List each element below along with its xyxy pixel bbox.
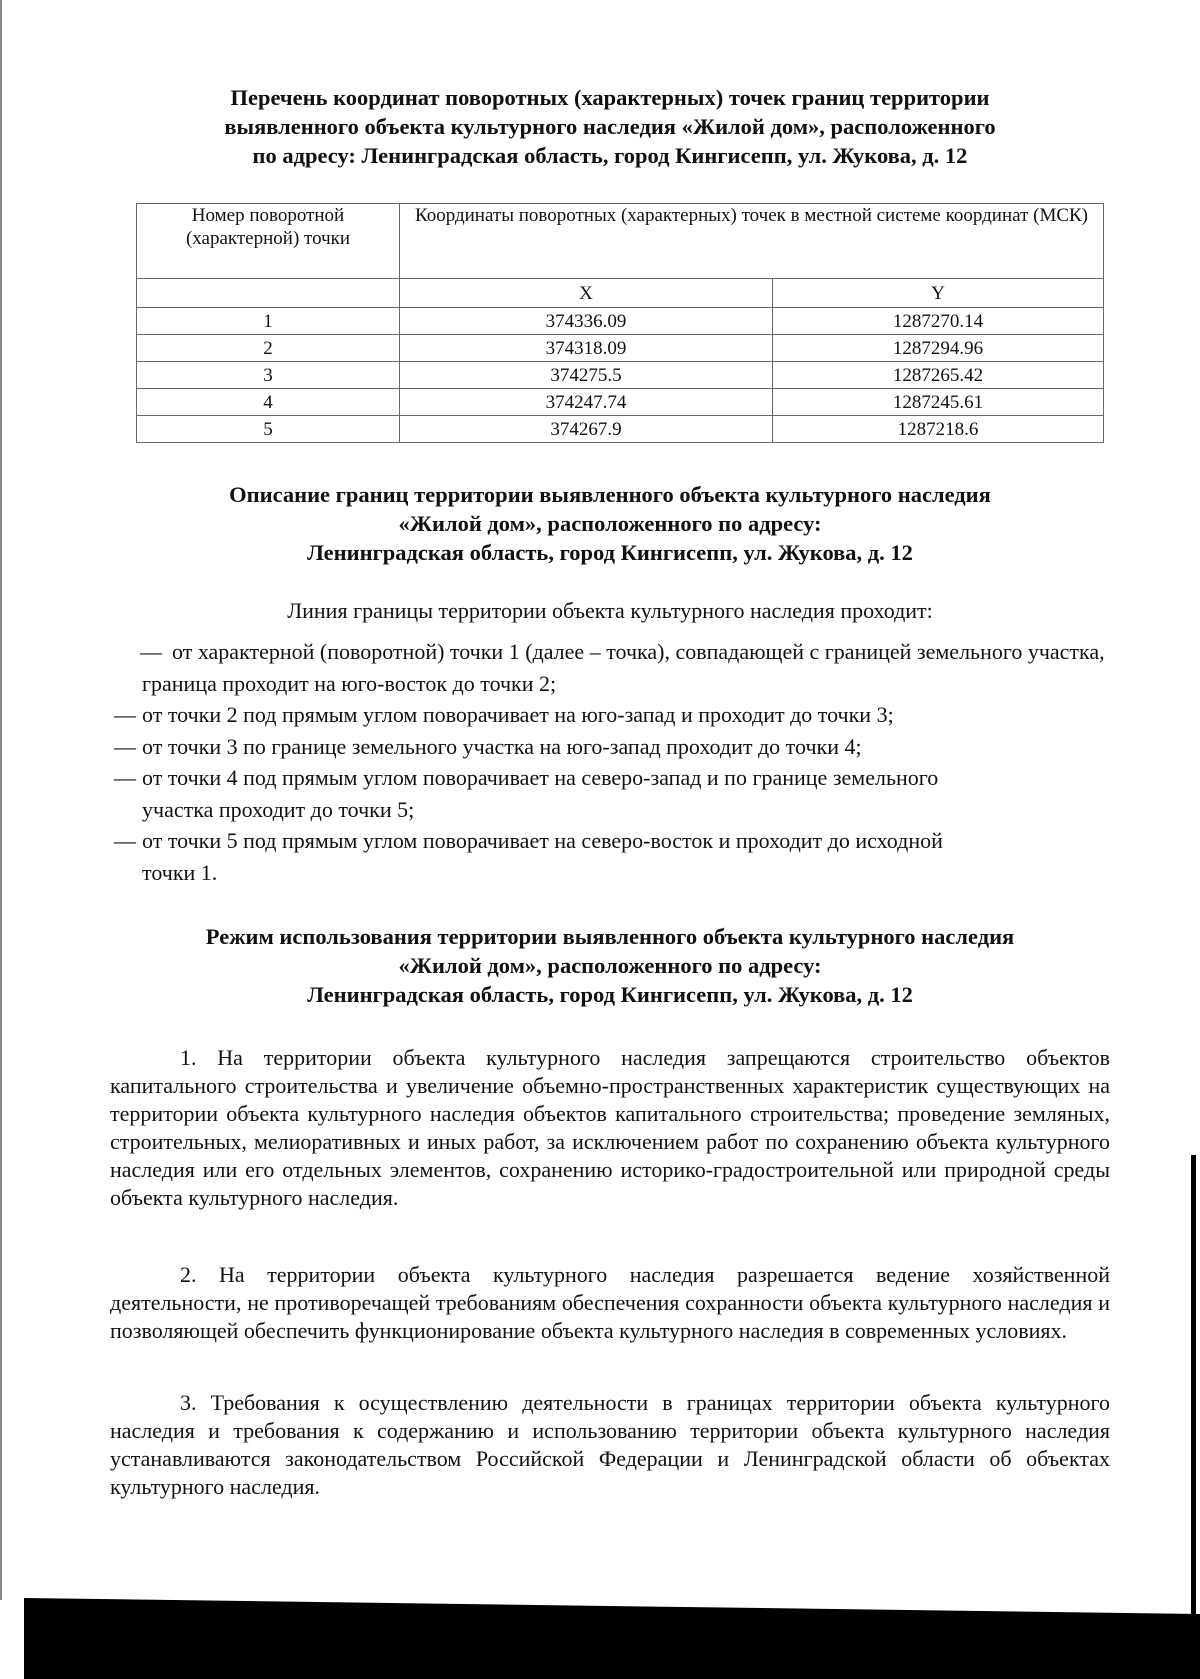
list-item — [110, 762, 1110, 825]
coord-y: 1287270.14 — [773, 308, 1104, 335]
list-item — [110, 825, 1110, 888]
title-line: Режим использования территории выявленного объекта культурного наследия — [205, 924, 1015, 949]
regime-paragraph-3: 3. Требования к осуществлению деятельности в границах территории объекта культурного наследия и требования к содержанию и использованию территории объекта культурного наследия устанавливаются законодательством Российской Федерации и Ленинградской области об объектах культурного наследия. — [110, 1390, 1110, 1499]
dash-marker: — — [140, 639, 162, 664]
coordinates-list-title — [110, 83, 1110, 170]
coord-x: 374336.09 — [400, 308, 773, 335]
header-x: X — [400, 279, 773, 308]
dash-marker: — — [114, 702, 136, 727]
title-line: выявленного объекта культурного наследия «Жилой дом», расположенного — [224, 114, 996, 139]
coord-x: 374318.09 — [400, 335, 773, 362]
list-item-text: от точки 3 по границе земельного участка на юго-запад проходит до точки 4; — [142, 733, 862, 759]
title-line: «Жилой дом», расположенного по адресу: — [398, 511, 822, 536]
point-number: 2 — [137, 335, 400, 362]
header-point-number: Номер поворотной (характерной) точки — [137, 204, 400, 279]
coord-y: 1287245.61 — [773, 389, 1104, 416]
coord-y: 1287294.96 — [773, 335, 1104, 362]
list-item-text: от точки 2 под прямым углом поворачивает на юго-запад и проходит до точки 3; — [142, 702, 894, 727]
title-line: Перечень координат поворотных (характерных) точек границ территории — [230, 85, 990, 110]
coordinates-table — [136, 203, 1104, 443]
header-empty-cell — [137, 279, 400, 308]
title-line: Ленинградская область, город Кингисепп, ул. Жукова, д. 12 — [307, 982, 913, 1007]
boundary-description-title — [110, 480, 1110, 567]
table-row — [137, 416, 1104, 443]
dash-marker: — — [114, 828, 136, 853]
table-row — [137, 308, 1104, 335]
title-line: Ленинградская область, город Кингисепп, ул. Жукова, д. 12 — [307, 540, 913, 565]
point-number: 1 — [137, 308, 400, 335]
scan-bottom-black-band — [24, 1598, 1200, 1679]
title-line: Описание границ территории выявленного объекта культурного наследия — [229, 482, 991, 507]
list-item-text: от характерной (поворотной) точки 1 (далее – точка), совпадающей с границей земельного участка, граница проходит на юго-восток до точки 2; — [142, 639, 1105, 696]
header-coordinates: Координаты поворотных (характерных) точек в местной системе координат (МСК) — [400, 204, 1104, 279]
usage-regime-title — [110, 922, 1110, 1009]
list-item — [110, 699, 1110, 731]
coord-x: 374275.5 — [400, 362, 773, 389]
point-number: 4 — [137, 389, 400, 416]
scan-right-shadow — [1191, 1155, 1196, 1615]
table-row — [137, 362, 1104, 389]
title-line: по адресу: Ленинградская область, город Кингисепп, ул. Жукова, д. 12 — [252, 143, 968, 168]
boundary-intro: Линия границы территории объекта культурного наследия проходит: — [287, 598, 933, 623]
regime-paragraph-1: 1. На территории объекта культурного наследия запрещаются строительство объектов капитального строительства и увеличение объемно-пространственных характеристик существующих на территории объекта культурного наследия объектов капитального строительства; проведение земляных, строительных, мелиоративных и иных работ, за исключением работ по сохранению объекта культурного наследия или его отдельных элементов, сохранению историко-градостроительной или природной среды объекта культурного наследия. — [110, 1045, 1110, 1210]
dash-marker: — — [114, 733, 136, 759]
coord-x: 374267.9 — [400, 416, 773, 443]
coord-y: 1287218.6 — [773, 416, 1104, 443]
list-item — [110, 636, 1110, 699]
coord-y: 1287265.42 — [773, 362, 1104, 389]
list-item-text: от точки 4 под прямым углом поворачивает на северо-запад и по границе земельного участка проходит до точки 5; — [142, 765, 939, 822]
list-item — [110, 731, 1110, 763]
coord-x: 374247.74 — [400, 389, 773, 416]
point-number: 5 — [137, 416, 400, 443]
header-y: Y — [773, 279, 1104, 308]
scan-left-edge — [0, 0, 2, 1600]
table-row — [137, 389, 1104, 416]
boundary-list — [110, 636, 1110, 888]
title-line: «Жилой дом», расположенного по адресу: — [398, 953, 822, 978]
dash-marker: — — [114, 765, 136, 790]
list-item-text: от точки 5 под прямым углом поворачивает на северо-восток и проходит до исходной точки 1. — [142, 828, 943, 885]
regime-paragraph-2: 2. На территории объекта культурного наследия разрешается ведение хозяйственной деятельности, не противоречащей требованиям обеспечения сохранности объекта культурного наследия и позволяющей обеспечить функционирование объекта культурного наследия в современных условиях. — [110, 1262, 1110, 1343]
point-number: 3 — [137, 362, 400, 389]
table-row — [137, 335, 1104, 362]
